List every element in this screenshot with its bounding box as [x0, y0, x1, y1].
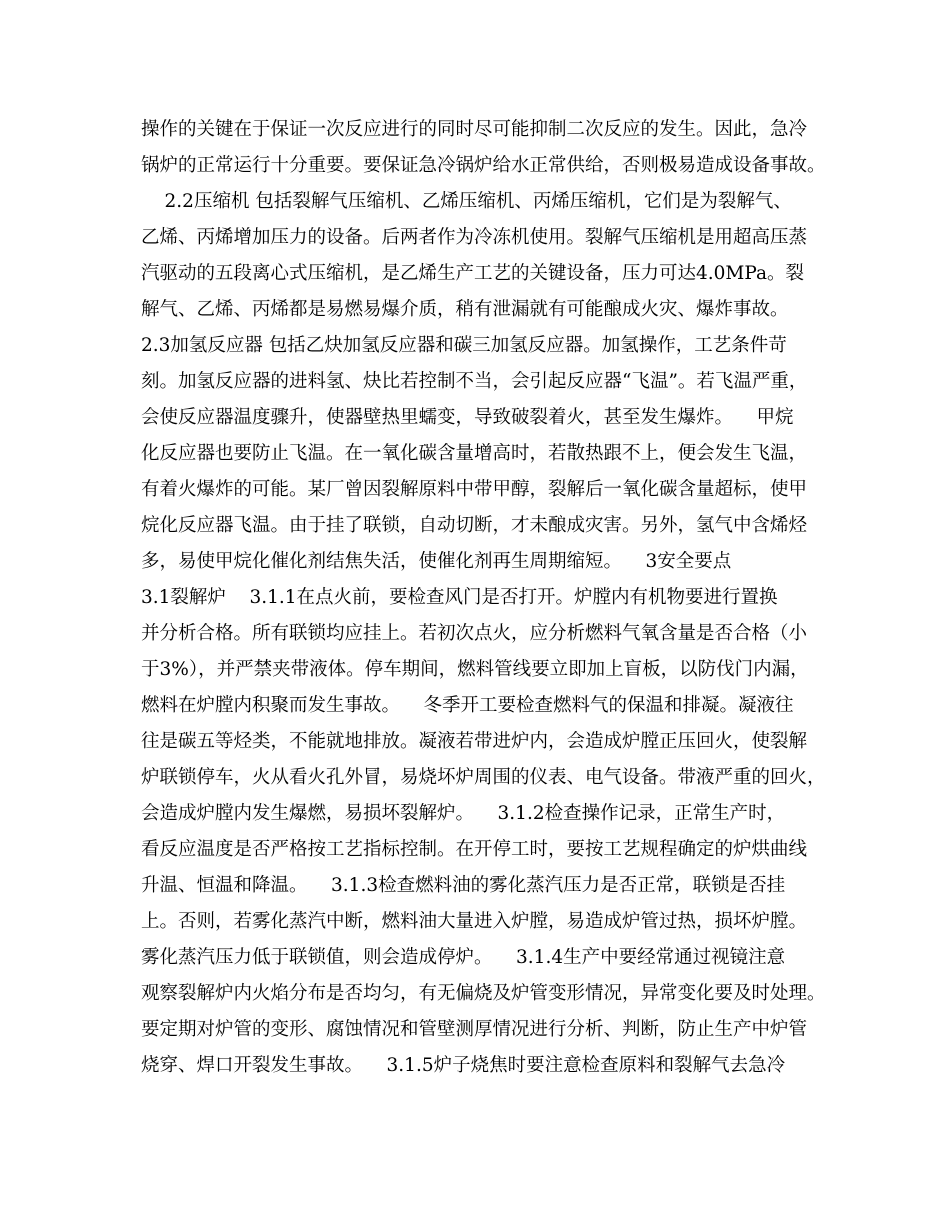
text-line: 燃料在炉膛内积聚而发生事故。 冬季开工要检查燃料气的保温和排凝。凝液往 — [141, 695, 794, 716]
text-line: 化反应器也要防止飞温。在一氧化碳含量增高时，若散热跟不上，便会发生飞温， — [141, 443, 808, 464]
text-line: 2.2压缩机 包括裂解气压缩机、乙烯压缩机、丙烯压缩机，它们是为裂解气、 — [141, 191, 792, 212]
text-line: 于3%），并严禁夹带液体。停车期间，燃料管线要立即加上盲板，以防伐门内漏， — [141, 659, 809, 680]
text-line: 多，易使甲烷化催化剂结焦失活，使催化剂再生周期缩短。 3安全要点 — [141, 551, 732, 572]
text-line: 刻。加氢反应器的进料氢、炔比若控制不当，会引起反应器“飞温”。若飞温严重， — [141, 371, 808, 392]
text-line: 3.1裂解炉 3.1.1在点火前，要检查风门是否打开。炉膛内有机物要进行置换 — [141, 587, 778, 608]
text-line: 会使反应器温度骤升，使器壁热里蠕变，导致破裂着火，甚至发生爆炸。 甲烷 — [141, 407, 794, 428]
text-line: 会造成炉膛内发生爆燃，易损坏裂解炉。 3.1.2检查操作记录，正常生产时， — [141, 803, 786, 824]
text-line: 烧穿、焊口开裂发生事故。 3.1.5炉子烧焦时要注意检查原料和裂解气去急冷 — [141, 1055, 786, 1076]
text-line: 锅炉的正常运行十分重要。要保证急冷锅炉给水正常供给，否则极易造成设备事故。 — [141, 155, 826, 176]
text-line: 有着火爆炸的可能。某厂曾因裂解原料中带甲醇，裂解后一氧化碳含量超标，使甲 — [141, 479, 808, 500]
text-line: 上。否则，若雾化蒸汽中断，燃料油大量进入炉膛，易造成炉管过热，损坏炉膛。 — [141, 911, 808, 932]
text-line: 乙烯、丙烯增加压力的设备。后两者作为冷冻机使用。裂解气压缩机是用超高压蒸 — [141, 227, 808, 248]
text-line: 2.3加氢反应器 包括乙炔加氢反应器和碳三加氢反应器。加氢操作，工艺条件苛 — [141, 335, 787, 356]
text-line: 雾化蒸汽压力低于联锁值，则会造成停炉。 3.1.4生产中要经常通过视镜注意 — [141, 947, 786, 968]
text-line: 看反应温度是否严格按工艺指标控制。在开停工时，要按工艺规程确定的炉烘曲线 — [141, 839, 808, 860]
text-line: 观察裂解炉内火焰分布是否均匀，有无偏烧及炉管变形情况，异常变化要及时处理。 — [141, 983, 826, 1004]
text-line: 解气、乙烯、丙烯都是易燃易爆介质，稍有泄漏就有可能酿成火灾、爆炸事故。 — [141, 299, 789, 320]
text-line: 升温、恒温和降温。 3.1.3检查燃料油的雾化蒸汽压力是否正常，联锁是否挂 — [141, 875, 786, 896]
text-line: 要定期对炉管的变形、腐蚀情况和管壁测厚情况进行分析、判断，防止生产中炉管 — [141, 1019, 808, 1040]
text-line: 操作的关键在于保证一次反应进行的同时尽可能抑制二次反应的发生。因此，急冷 — [141, 119, 808, 140]
text-line: 炉联锁停车，火从看火孔外冒，易烧坏炉周围的仪表、电气设备。带液严重的回火， — [141, 767, 826, 788]
text-line: 并分析合格。所有联锁均应挂上。若初次点火，应分析燃料气氧含量是否合格（小 — [141, 623, 808, 644]
text-line: 往是碳五等烃类，不能就地排放。凝液若带进炉内，会造成炉膛正压回火，使裂解 — [141, 731, 808, 752]
text-line: 烷化反应器飞温。由于挂了联锁，自动切断，才未酿成灾害。另外，氢气中含烯烃 — [141, 515, 808, 536]
text-line: 汽驱动的五段离心式压缩机，是乙烯生产工艺的关键设备，压力可达4.0MPa。裂 — [141, 263, 805, 284]
